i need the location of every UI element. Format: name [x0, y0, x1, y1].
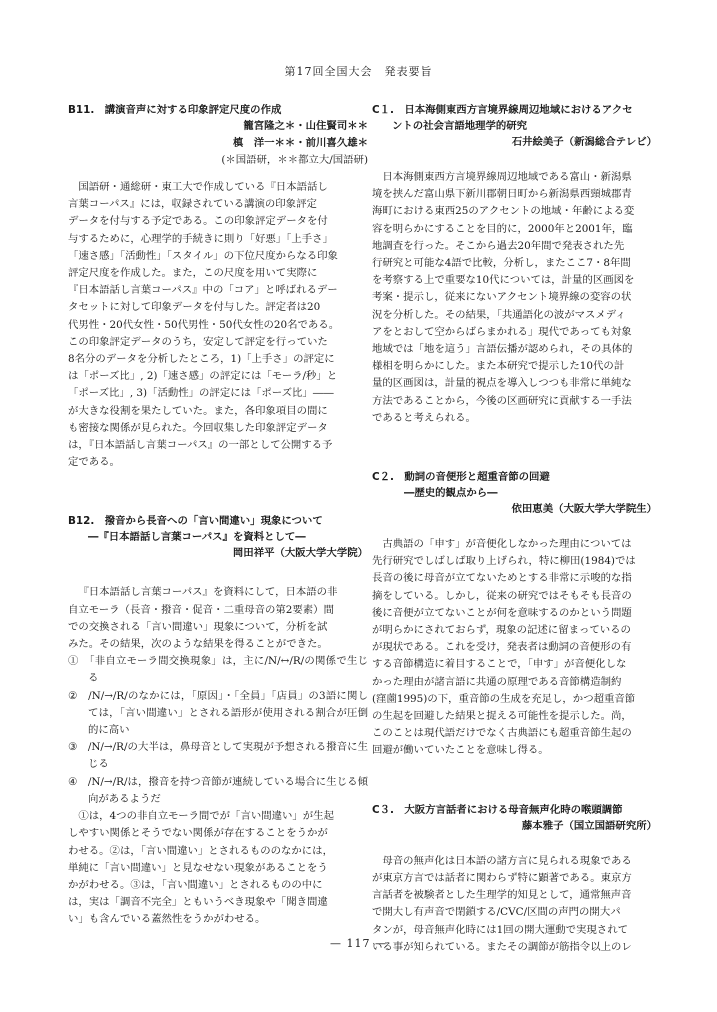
body-line: 回避が働いていたことを意味し得る。: [372, 744, 549, 757]
body-line: タンが，母音無声化時には1回の開大運動で実現されて: [372, 923, 628, 936]
body-line: を考察する上で重要な10代については，計量的区画図を: [372, 274, 635, 287]
right-column: [372, 102, 657, 956]
left-column: [68, 102, 368, 929]
body-line: 「ポーズ比」, 3)「活動性」の評定には「ポーズ比」――: [68, 387, 334, 400]
body-line: 代男性・20代女性・50代男性・50代女性の20名である。: [68, 318, 340, 331]
abstract-title: [68, 102, 368, 118]
body-line: 方法であることから，今後の区画研究に貢献する一手法: [372, 394, 632, 407]
body-line: いる事が知られている。またその調節が筋指令以上のレ: [372, 940, 632, 953]
body-line: 言葉コーパス』には，収録されている講演の印象評定: [68, 198, 317, 211]
body-line: 言話者を被験者とした生理学的知見として，通常無声音: [372, 889, 632, 902]
abstract-title: [68, 513, 368, 545]
affiliation-line: (＊国語研，＊＊都立大/国語研): [221, 154, 368, 166]
body-line: 行研究と可能な4語で比較，分析し，またここ7・8年間: [372, 257, 631, 270]
body-line: 況を分析した。その結果，「共通語化の波がマスメディ: [372, 308, 626, 321]
body-line: い」も含んでいる蓋然性をうかがわせる。: [68, 913, 266, 926]
abstract-body: [68, 584, 368, 928]
body-line: 「速さ感」「活動性」「スタイル」の下位尺度からなる印象: [68, 249, 338, 262]
abstract-title: [372, 802, 657, 818]
body-line: 長音の後に母音が立てないためとする非常に示唆的な指: [372, 572, 632, 585]
list-item: ② /N/→/R/のなかには，「原因」・「全員」「店員」の3語に関しては，「言い間違い」とされる語形が使用される割合が圧倒的に高い: [68, 689, 368, 737]
findings-list: [68, 653, 368, 808]
body-line: で開大し有声音で閉鎖する/CVC/区間の声門の開大パ: [372, 906, 621, 919]
abstract-b11: [68, 102, 368, 471]
body-line: みた。その結果，次のような結果を得ることができた。: [68, 638, 328, 651]
author-block: [372, 134, 657, 151]
author-line: 槙 洋一＊＊・前川喜久雄＊: [232, 137, 368, 149]
body-line: が明らかにされておらず，現象の記述に留まっているの: [372, 624, 631, 637]
abstract-c2: [372, 469, 657, 760]
body-line: 母音の無声化は日本語の諸方言に見られる現象である: [382, 854, 632, 867]
abstract-c1: [372, 102, 657, 427]
body-line: しやすい関係とそうでない関係が存在することをうかが: [68, 827, 328, 840]
abstract-title: [372, 102, 657, 134]
body-line: 境を挟んだ富山県下新川郡朝日町から新潟県西頸城郡青: [372, 188, 632, 201]
abstract-body: [372, 169, 657, 427]
abstract-b12: [68, 513, 368, 928]
body-line: も密接な関係が見られた。今回収集した印象評定データ: [68, 421, 328, 434]
author-line: 岡田祥平（大阪大学大学院）: [232, 547, 368, 560]
page-header: 第17回全国大会 発表要旨: [284, 65, 433, 78]
list-item: ① 「非自立モーラ間交換現象」は，主に/N/↔/R/の関係で生じる: [68, 655, 368, 685]
body-line: 地域では「地を這う」言語伝播が認められ，その具体的: [372, 343, 633, 356]
body-line: する音節構造に着目することで，「申す」が音便化しな: [372, 658, 627, 671]
body-line: が東京方言では話者に関わらず特に顕著である。東京方: [372, 871, 632, 884]
body-line: 後に音便が立てないことが何を意味するのかという問題: [372, 606, 632, 619]
body-line: (窪薗1995)の下，重音節の生成を充足し，かつ超重音節: [372, 692, 636, 705]
body-line: データを付与する予定である。この印象評定データを付: [68, 215, 328, 228]
body-line: 国語研・通総研・東工大で作成している『日本語話し: [78, 181, 328, 193]
body-line: 地調査を行った。そこから過去20年間で発表された先: [372, 239, 625, 252]
body-line: かった理由が諸言語に共通の原理である音節構造制約: [372, 675, 622, 688]
author-line: 籠宮隆之＊・山住賢司＊＊: [243, 120, 368, 132]
body-line: が大きな役割を果たしていた。また，各印象項目の間に: [68, 404, 328, 417]
body-line: 量的区画図は，計量的視点を導入しつつも非常に単純な: [372, 377, 632, 390]
body-line: 与するために，心理学的手続きに則り「好悪」「上手さ」: [68, 232, 333, 245]
body-line: 先行研究でしばしば取り上げられ，特に柳田(1984)では: [372, 555, 636, 568]
body-line: この印象評定データのうち，安定して評定を行っていた: [68, 335, 328, 348]
title-line: B12. 撥音から長音への「言い間違い」現象について: [68, 515, 323, 528]
author-block: [68, 545, 368, 562]
body-line: 考案・提示し，従来にないアクセント境界線の変容の状: [372, 291, 632, 304]
author-line: 依田恵美（大阪大学大学院生）: [511, 503, 657, 516]
body-line: 海町における東西25のアクセントの地域・年齢による変: [372, 205, 635, 218]
body-line: わせる。②は，「言い間違い」とされるもののなかには，: [68, 844, 333, 857]
body-line: は，『日本語話し言葉コーパス』の一部として公開する予: [68, 439, 333, 452]
title-line: C２. 動詞の音便形と超重音節の回避: [372, 471, 550, 484]
body-line: タセットに対して印象データを付与した。評定者は20: [68, 301, 321, 314]
author-block: [372, 818, 657, 835]
body-line: かがわせる。③は，「言い間違い」とされるものの中に: [68, 878, 323, 891]
body-line: は，実は「調音不完全」ともいうべき現象や「聞き間違: [68, 896, 328, 909]
body-line: であると考えられる。: [372, 411, 476, 424]
list-item: ③ /N/→/R/の大半は，鼻母音として実現が予想される撥音に生じる: [68, 741, 368, 771]
body-line: 摘をしている。しかし，従来の研究ではそもそも長音の: [372, 589, 632, 602]
title-line: C１. 日本海側東西方言境界線周辺地域におけるアクセ: [372, 104, 633, 116]
body-line: 容を明らかにすることを目的に，2000年と2001年，臨: [372, 222, 633, 235]
title-line: ―『日本語話し言葉コーパス』を資料として―: [88, 531, 306, 544]
body-line: ①は，4つの非自立モーラ間でが「言い間違い」が生起: [78, 810, 334, 823]
body-line: での交換される「言い間違い」現象について，分析を試: [68, 620, 328, 633]
abstract-body: [68, 179, 368, 471]
body-line: は「ポーズ比」, 2)「速さ感」の評定には「モーラ/秒」と: [68, 370, 338, 383]
abstract-c3: [372, 802, 657, 956]
body-line: このことは現代語だけでなく古典語にも超重音節生起の: [372, 727, 632, 740]
author-line: 藤本雅子（国立国語研究所）: [521, 819, 657, 832]
abstract-title: [372, 469, 657, 485]
title-line: B11. 講演音声に対する印象評定尺度の作成: [68, 104, 282, 116]
author-block: [372, 501, 657, 518]
author-line: 石井絵美子（新潟総合テレビ）: [511, 136, 657, 148]
abstract-subtitle: ―歴史的観点から―: [404, 487, 498, 500]
body-line: 様相を明らかにした。また本研究で提示した10代の計: [372, 360, 625, 373]
body-line: 自立モーラ（長音・撥音・促音・二重母音の第2要素）間: [68, 603, 334, 616]
body-line: アをとおして空からばらまかれる」現代であっても対象: [372, 325, 632, 338]
body-line: の生起を回避した結果と捉える可能性を提示した。尚，: [372, 710, 632, 723]
body-line: 8名分のデータを分析したところ，1)「上手さ」の評定に: [68, 353, 335, 366]
body-line: が現状である。これを受け，発表者は動詞の音便形の有: [372, 641, 632, 654]
page-number: — 117 —: [330, 937, 387, 950]
list-item: ④ /N/→/R/は，撥音を持つ音節が連続している場合に生じる傾向があるようだ: [68, 775, 368, 805]
title-line: ントの社会言語地理学的研究: [392, 120, 528, 132]
body-line: 日本海側東西方言境界線周辺地域である富山・新潟県: [382, 171, 632, 183]
body-line: 『日本語話し言葉コーパス』中の「コア」と呼ばれるデー: [68, 284, 338, 297]
author-block: [68, 118, 368, 169]
body-line: 評定尺度を作成した。また，この尺度を用いて実際に: [68, 267, 318, 280]
body-line: 定である。: [68, 456, 120, 469]
body-line: 古典語の「申す」が音便化しなかった理由については: [382, 538, 632, 551]
title-line: C３. 大阪方言話者における母音無声化時の喉頭調節: [372, 803, 623, 816]
body-line: 単純に「言い間違い」と見なせない現象があることをう: [68, 861, 328, 874]
body-line: 『日本語話し言葉コーパス』を資料にして，日本語の非: [78, 586, 338, 599]
abstract-body: [372, 536, 657, 760]
